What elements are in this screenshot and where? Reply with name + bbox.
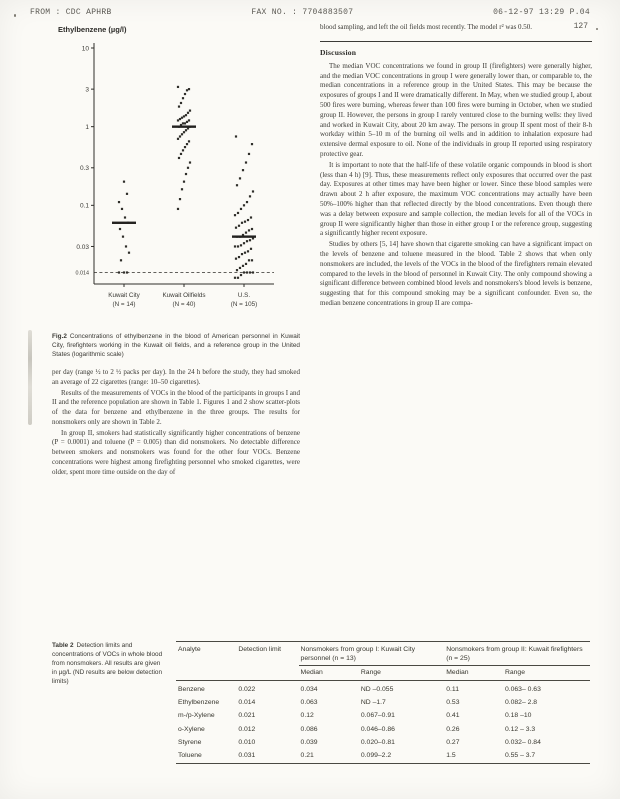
fax-from: FROM : CDC APHRB	[30, 8, 112, 17]
table-cell-value: 0.063– 0.63	[504, 685, 541, 693]
table-cell-value: 0.067–0.91	[360, 712, 395, 720]
table-row	[176, 680, 590, 696]
scatter-points-kuwait-city	[112, 181, 136, 274]
y-tick-label: 10	[81, 45, 89, 53]
paragraph: Results of the measurements of VOCs in the blood of the participants in groups I and II and the reference population are shown in Table 1. Figures 1 and 2 show scatter-plots of the data for benzene and ethylbenzene in the three groups. The results for nonsmokers only are shown in Table 2.	[52, 388, 300, 426]
fax-number: FAX NO. : 7704883507	[251, 8, 354, 17]
table-cell-value: 0.12 – 3.3	[504, 725, 536, 733]
table-caption-text: Detection limits and concentrations of VOCs in whole blood from nonsmokers. All results are given in µg/L (ND results are below detection limits)	[52, 642, 163, 686]
table-col-group: Analyte	[178, 646, 201, 653]
median-bar	[232, 235, 256, 237]
scatter-points-kuwait-oilfields	[172, 86, 196, 210]
table-cell-value: 0.021	[238, 712, 256, 720]
svg-text:Kuwait Oilfields: Kuwait Oilfields	[162, 292, 206, 299]
table-cell-value: 0.082– 2.8	[504, 698, 538, 706]
table-cell-value: 0.031	[238, 752, 256, 760]
figure-caption	[52, 333, 300, 360]
table-row	[176, 723, 590, 736]
table-sub-header	[176, 666, 236, 680]
table-cell-analyte: Ethylbenzene	[178, 698, 220, 706]
x-group-label	[231, 284, 257, 308]
table-cell-value: 0.26	[446, 725, 460, 733]
svg-text:U.S.: U.S.	[237, 292, 251, 299]
table-cell-value: ND –1.7	[360, 698, 386, 706]
table-cell-value: 0.014	[238, 698, 256, 706]
table-sub-header	[236, 666, 298, 680]
table-cell-value: 0.41	[446, 712, 460, 720]
x-group-label	[108, 284, 140, 308]
voc-table	[176, 641, 590, 764]
left-column	[52, 23, 300, 605]
figure-caption-label: Fig.2	[52, 333, 67, 340]
table-sub-header: Median	[444, 666, 503, 680]
svg-text:Kuwait City: Kuwait City	[108, 292, 140, 299]
scatter-plot	[52, 34, 292, 324]
table-cell-value: 0.020–0.81	[360, 738, 395, 746]
table-cell-value: 0.11	[446, 685, 459, 693]
table-cell-analyte: m-/p-Xylene	[178, 712, 215, 720]
fax-header	[0, 0, 620, 17]
right-column	[320, 23, 592, 605]
scatter-points-u-s-	[232, 135, 256, 278]
table-cell-value: 0.55 – 3.7	[504, 752, 536, 760]
table-cell-value: 0.063	[300, 698, 318, 706]
table-col-group: Nonsmokers from group II: Kuwait firefighters (n = 25)	[444, 642, 590, 666]
table-col-group: Nonsmokers from group I: Kuwait City personnel (n = 13)	[299, 642, 445, 666]
figure-2	[52, 25, 300, 360]
table-cell-value: 0.086	[300, 725, 318, 733]
table-row	[176, 710, 590, 723]
table-cell-value: 0.039	[300, 738, 318, 746]
table-row	[176, 750, 590, 764]
median-bar	[172, 125, 196, 127]
table-sub-header: Median	[299, 666, 359, 680]
svg-text:(N = 14): (N = 14)	[112, 301, 136, 308]
scan-artifact	[596, 28, 598, 30]
table-cell-value: ND –0.055	[360, 685, 394, 693]
table-sub-header: Range	[503, 666, 590, 680]
table-cell-value: 0.010	[238, 738, 256, 746]
y-tick-label: 0.03	[76, 243, 89, 251]
table-cell-value: 0.032– 0.84	[504, 738, 541, 746]
figure-caption-text: Concentrations of ethylbenzene in the blood of American personnel in Kuwait City, firefighters working in the Kuwait oil fields, and a reference group in the United States (logarithmic scale)	[52, 333, 300, 358]
fax-datetime: 06-12-97 13:29 P.04	[493, 8, 590, 17]
table-label: Table 2	[52, 642, 74, 649]
scan-artifact	[28, 330, 32, 425]
table-cell-analyte: o-Xylene	[178, 725, 205, 733]
table-cell-value: 0.012	[238, 725, 256, 733]
section-divider	[320, 41, 592, 42]
table-cell-value: 1.5	[446, 752, 456, 760]
svg-text:(N = 40): (N = 40)	[172, 301, 196, 308]
table-cell-value: 0.27	[446, 738, 460, 746]
table-row	[176, 736, 590, 749]
table-cell-value: 0.12	[300, 712, 314, 720]
table-row	[176, 696, 590, 709]
paragraph: In group II, smokers had statistically significantly higher concentrations of benzene (P = 0.0001) and toluene (P = 0.005) than did nonsmokers. No detectable difference between smokers and nonsmokers was found for the other four VOCs. Benzene concentrations were highest among firefighting personnel who smoked cigarettes, were older, spent more time outside on the day of	[52, 428, 300, 476]
paragraph: per day (range ½ to 2 ½ packs per day). In the 24 h before the study, they had smoked an average of 22 cigarettes (range: 10–50 cigarettes).	[52, 367, 300, 386]
table-cell-analyte: Styrene	[178, 738, 202, 746]
table-2-section	[0, 605, 620, 764]
table-col-group: Detection limit	[238, 646, 282, 653]
y-tick-label: 1	[85, 123, 89, 131]
two-column-text	[0, 17, 620, 605]
paragraph: It is important to note that the half-life of these volatile organic compounds in blood is short (less than 4 h) [9]. Thus, these measurements reflect only exposures that occurred over the past day. Exposures at other times may have been higher or lower. Since these blood samples were drawn about 2 h after exposure, the maximum VOC concentrations may actually have been 50%–100% higher than that reflected directly by the blood concentrations. Even though there was a delay between exposure and sample collection, the median levels for all of the VOCs in group II were significantly higher than those in either group I or the reference group, suggesting a significantly higher recent exposure.	[320, 160, 592, 238]
table-cell-value: 0.034	[300, 685, 318, 693]
paragraph: blood sampling, and left the oil fields most recently. The model r² was 0.50.	[320, 23, 533, 31]
median-bar	[112, 222, 136, 224]
section-heading-discussion: Discussion	[320, 47, 357, 57]
table-cell-value: 0.21	[300, 752, 314, 760]
scan-artifact	[14, 14, 16, 17]
table-sub-header: Range	[359, 666, 444, 680]
chart-title: Ethylbenzene (µg/l)	[58, 25, 127, 34]
y-tick-label: 0.1	[79, 202, 89, 210]
svg-text:(N = 105): (N = 105)	[230, 301, 258, 308]
table-cell-value: 0.022	[238, 685, 256, 693]
chart-axes	[76, 43, 275, 284]
table-cell-value: 0.18 –10	[504, 712, 532, 720]
table-cell-value: 0.046–0.86	[360, 725, 395, 733]
table-cell-analyte: Benzene	[178, 685, 205, 693]
table-cell-analyte: Toluene	[178, 752, 202, 760]
x-group-label	[162, 284, 205, 308]
table-cell-value: 0.099–2.2	[360, 752, 392, 760]
detection-limit-label: 0.014	[75, 270, 89, 277]
page-number: 127	[573, 22, 588, 31]
paragraph: Studies by others [5, 14] have shown that cigarette smoking can have a significant impact on the levels of benzene and toluene measured in the blood. Table 2 shows that when only nonsmokers are included, the levels of the VOCs in the blood of the firefighters remain elevated compared to the levels in the blood of personnel in Kuwait City. The only compound showing a significant difference between combined blood levels and nonsmokers's blood levels is benzene, suggesting that for this compound smoking may be a significant confounder. Even so, the median benzene concentrations in group II are compa-	[320, 240, 592, 307]
paragraph: The median VOC concentrations we found in group II (firefighters) were generally higher, and the median VOC concentrations in group I were generally lower than, or comparable to, the median concentrations in a reference group in the United States. This may be because the exposures of groups I and II were dramatically different. In May, when we studied group I, about 500 fires were burning, whereas fewer than 100 fires were burning in October, when we studied group II. However, the persons in group I rarely ventured close to the burning wells: they lived and worked in Kuwait City, about 20 km away. The persons in group II spent most of their 8-h workday within 5–10 m of the burning oil wells and in addition to inhalation exposure had extensive dermal exposure to oil. None of the individuals in group II reported using respiratory protective gear.	[320, 61, 592, 158]
y-tick-label: 0.3	[79, 165, 89, 173]
table-cell-value: 0.53	[446, 698, 460, 706]
y-tick-label: 3	[85, 86, 89, 94]
table-caption	[52, 641, 164, 686]
